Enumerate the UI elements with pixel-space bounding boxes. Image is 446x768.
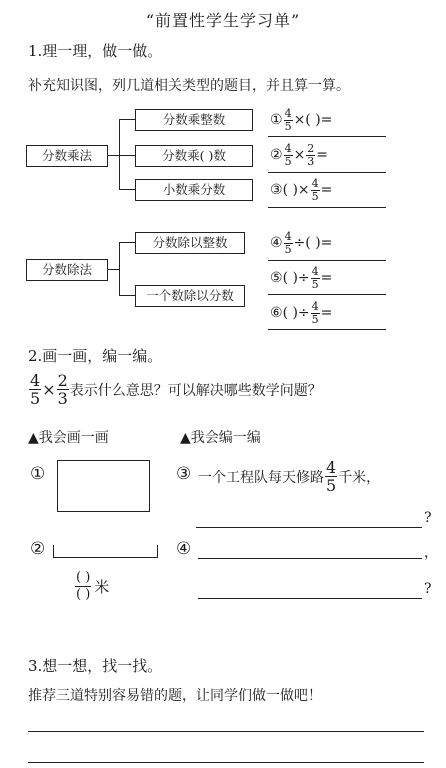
answer-line xyxy=(268,329,386,330)
circled-number: ① xyxy=(270,112,283,128)
question-text: 表示什么意思？可以解决哪些数学问题？ xyxy=(69,382,322,399)
numerator: 4 xyxy=(30,371,41,390)
answer-line xyxy=(28,762,424,763)
equation-pre: ( )÷ xyxy=(282,270,310,286)
circled-number: ⑥ xyxy=(270,305,283,321)
fraction xyxy=(284,231,293,256)
equals: = xyxy=(316,147,329,163)
section1-heading: 1.理一理，做一做。 xyxy=(28,42,163,60)
denominator: 5 xyxy=(284,119,292,133)
mul-tree-connector xyxy=(107,155,119,156)
answer-line xyxy=(268,136,386,137)
div-branch-box: 一个数除以分数 xyxy=(135,285,245,307)
equation-2 xyxy=(270,138,386,172)
mul-tree-branch xyxy=(119,189,135,190)
comma: ， xyxy=(424,545,438,561)
mul-root-box: 分数乘法 xyxy=(26,145,108,167)
denominator: 5 xyxy=(284,242,292,256)
section3-instruction: 推荐三道特别容易错的题，让同学们做一做吧！ xyxy=(28,688,322,704)
denominator: 3 xyxy=(57,389,68,408)
draw-label: ▲我会画一画 xyxy=(28,430,109,446)
equation-3 xyxy=(270,173,386,207)
denominator: 3 xyxy=(307,154,315,168)
story-pre: 一个工程队每天修路 xyxy=(198,469,324,486)
denominator: 5 xyxy=(326,476,337,495)
circled-number: ④ xyxy=(176,539,192,559)
equation-5 xyxy=(270,261,386,295)
answer-line xyxy=(268,207,386,208)
denominator: 5 xyxy=(311,277,319,291)
div-tree-trunk xyxy=(119,242,120,296)
equation-pre: ( )÷ xyxy=(282,305,310,321)
answer-line xyxy=(198,558,422,559)
operator: × xyxy=(42,380,56,399)
mul-tree-branch xyxy=(119,155,135,156)
div-tree-branch xyxy=(119,242,135,243)
mul-branch-box: 分数乘整数 xyxy=(135,109,253,131)
circled-number: ③ xyxy=(176,464,192,484)
circled-number: ③ xyxy=(270,182,283,198)
section2-question xyxy=(28,372,322,407)
denominator: 5 xyxy=(284,154,292,168)
numerator: 4 xyxy=(311,299,319,313)
fraction xyxy=(311,301,320,326)
numerator: 4 xyxy=(311,176,319,190)
fraction xyxy=(325,459,337,494)
denominator: 5 xyxy=(30,389,41,408)
equals: = xyxy=(320,305,333,321)
numerator: 4 xyxy=(326,458,337,477)
story-post: 千米， xyxy=(338,469,381,486)
circled-number: ④ xyxy=(270,235,283,251)
circled-number: ② xyxy=(30,539,46,559)
div-root-box: 分数除法 xyxy=(26,259,108,281)
section2-heading: 2.画一画，编一编。 xyxy=(28,347,163,365)
equation-rest: ÷( )= xyxy=(293,235,333,251)
circled-number: ⑤ xyxy=(270,270,283,286)
fraction xyxy=(311,178,320,203)
equation-pre: ( )× xyxy=(282,182,310,198)
equation-rest: ×( )= xyxy=(293,112,333,128)
story-text xyxy=(198,459,380,494)
denominator: 5 xyxy=(311,189,319,203)
div-tree-connector xyxy=(107,269,119,270)
fraction xyxy=(284,143,293,168)
length-bracket xyxy=(53,545,158,558)
denominator: 5 xyxy=(311,312,319,326)
section3-heading: 3.想一想，找一找。 xyxy=(28,657,163,675)
numerator: 2 xyxy=(307,141,315,155)
div-tree-branch xyxy=(119,295,135,296)
mul-tree-branch xyxy=(119,119,135,120)
mul-branch-box: 分数乘( )数 xyxy=(135,145,253,167)
numerator: 4 xyxy=(284,106,292,120)
answer-line xyxy=(28,731,424,732)
fraction xyxy=(284,108,293,133)
answer-line xyxy=(268,294,386,295)
answer-line xyxy=(198,598,422,599)
drawing-rectangle xyxy=(57,460,150,512)
unit-fraction xyxy=(74,570,109,603)
mul-branch-box: 小数乘分数 xyxy=(135,179,253,201)
question-mark: ? xyxy=(424,510,432,526)
equation-6 xyxy=(270,296,386,330)
denominator: ( ) xyxy=(76,587,91,602)
blank-fraction xyxy=(75,570,91,603)
equals: = xyxy=(320,182,333,198)
numerator: 2 xyxy=(57,371,68,390)
fraction xyxy=(306,143,315,168)
circled-number: ① xyxy=(30,464,46,484)
unit-label: 米 xyxy=(94,578,110,596)
div-branch-box: 分数除以整数 xyxy=(135,232,245,254)
circled-number: ② xyxy=(270,147,283,163)
operator: × xyxy=(293,147,306,163)
fraction xyxy=(29,372,41,407)
equation-1 xyxy=(270,103,386,137)
equals: = xyxy=(320,270,333,286)
numerator: 4 xyxy=(284,141,292,155)
numerator: ( ) xyxy=(76,570,91,585)
equation-4 xyxy=(270,226,386,260)
section1-instruction: 补充知识图，列几道相关类型的题目，并且算一算。 xyxy=(28,78,350,94)
fraction xyxy=(57,372,69,407)
answer-line xyxy=(196,527,422,528)
question-mark: ? xyxy=(424,581,432,597)
write-label: ▲我会编一编 xyxy=(180,430,261,446)
numerator: 4 xyxy=(311,264,319,278)
numerator: 4 xyxy=(284,229,292,243)
page-title: “前置性学生学习单” xyxy=(145,11,301,30)
fraction xyxy=(311,266,320,291)
